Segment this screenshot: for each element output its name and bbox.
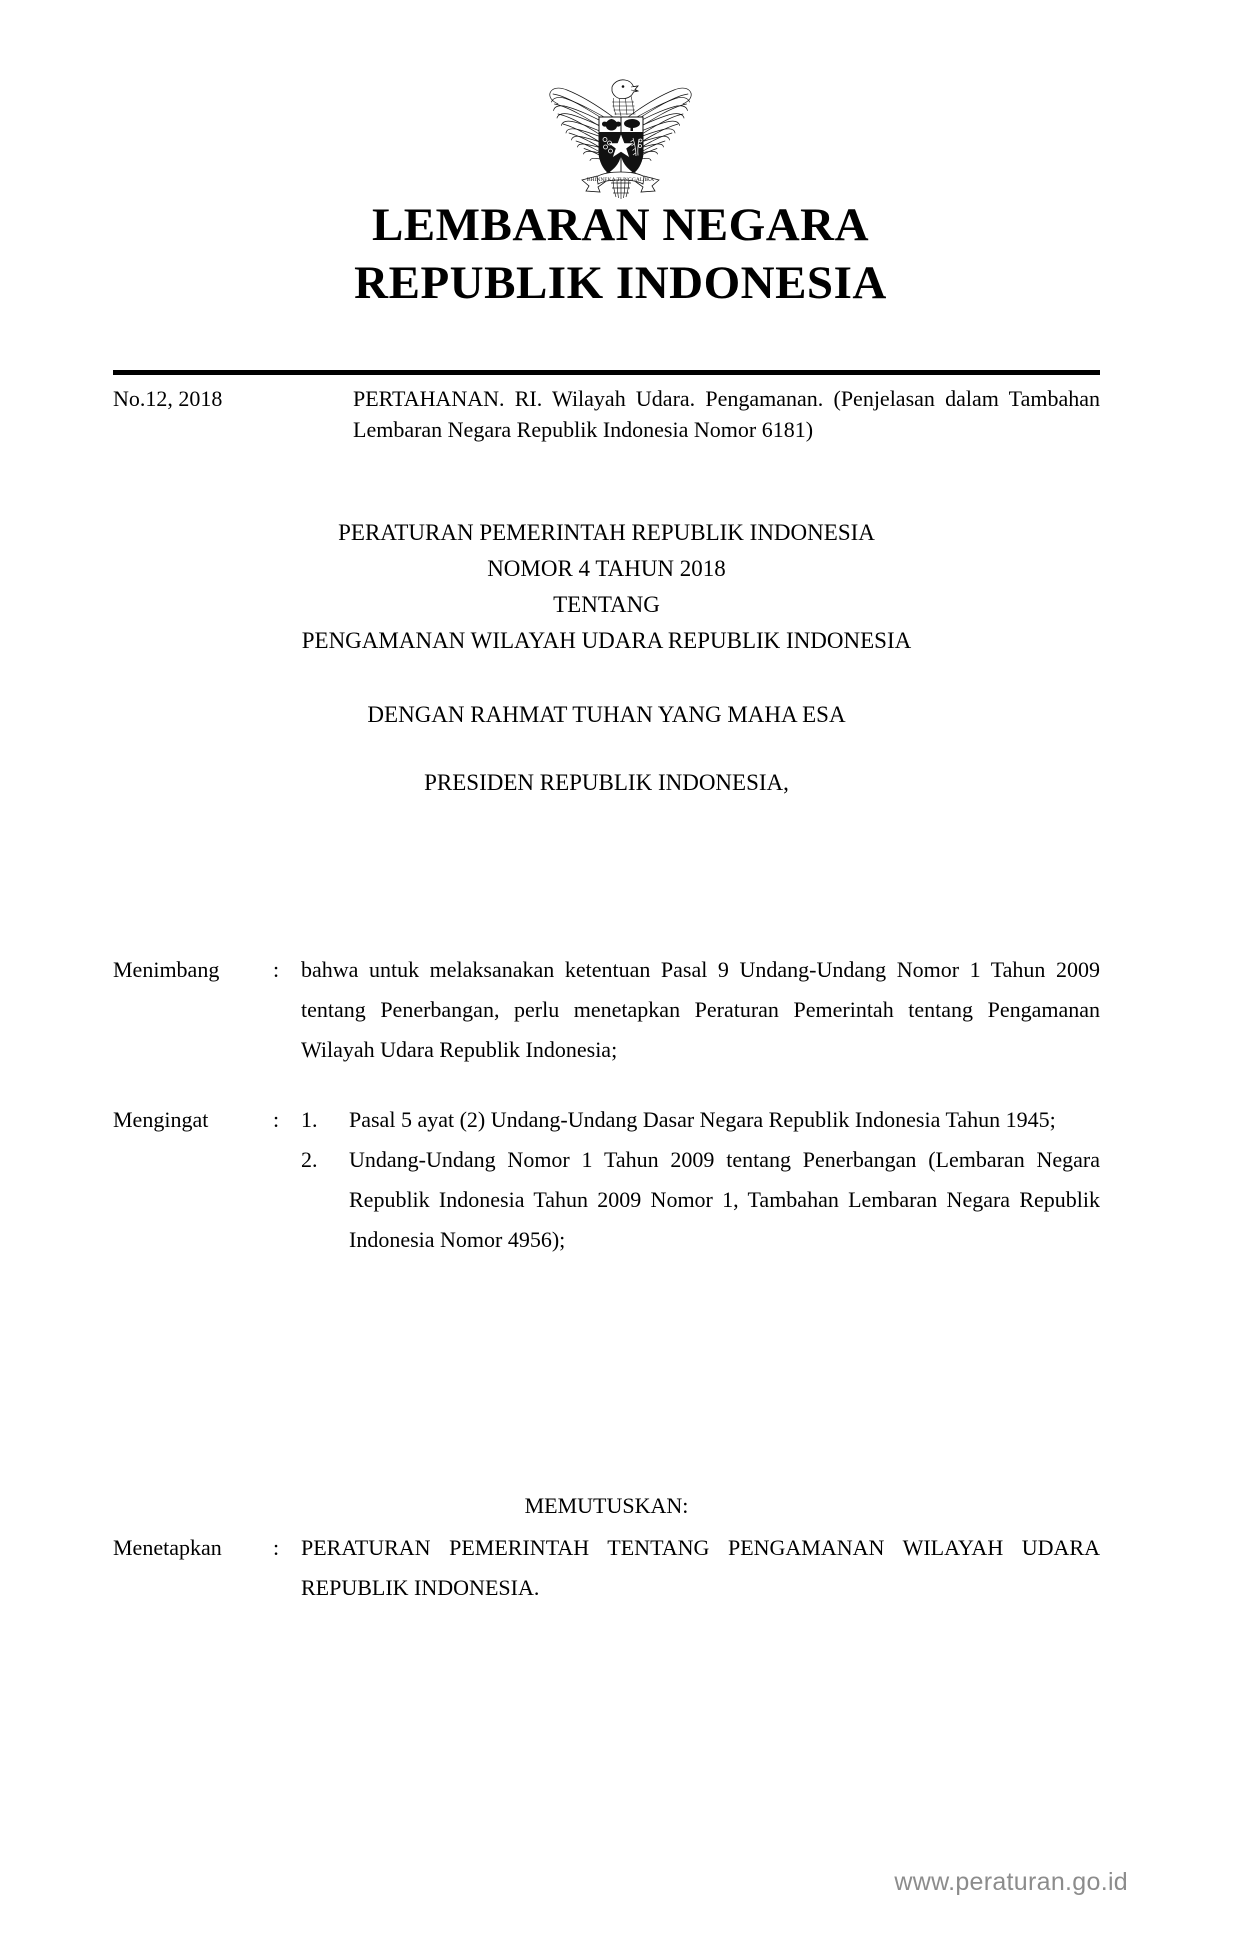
president-line: PRESIDEN REPUBLIK INDONESIA, — [424, 770, 789, 795]
menetapkan-colon: : — [273, 1535, 280, 1560]
clause-menetapkan — [113, 1528, 1100, 1608]
emblem-container — [0, 58, 1241, 203]
document-title-block — [113, 515, 1100, 801]
about-label: TENTANG — [553, 592, 660, 617]
regulation-number: NOMOR 4 TAHUN 2018 — [487, 556, 726, 581]
menetapkan-label: Menetapkan — [113, 1535, 222, 1560]
memutuskan-heading: MEMUTUSKAN: — [524, 1493, 689, 1518]
masthead-line-1: LEMBARAN NEGARA — [371, 199, 870, 251]
clause-menimbang — [113, 950, 1100, 1070]
regulation-subject: PENGAMANAN WILAYAH UDARA REPUBLIK INDONESIA — [301, 628, 912, 653]
masthead-line-2: REPUBLIK INDONESIA — [354, 257, 887, 309]
clause-mengingat — [113, 1100, 1100, 1260]
garuda-pancasila-emblem — [538, 58, 703, 203]
gazette-subject: PERTAHANAN. RI. Wilayah Udara. Pengamanan. (Penjelasan dalam Tambahan Lembaran Negara Republik Indonesia Nomor 6181) — [353, 386, 1100, 442]
title-spacer-2 — [113, 733, 1100, 765]
clauses-container — [113, 950, 1100, 1290]
menetapkan-text: PERATURAN PEMERINTAH TENTANG PENGAMANAN WILAYAH UDARA REPUBLIK INDONESIA. — [301, 1535, 1100, 1600]
menimbang-label: Menimbang — [113, 957, 220, 982]
mengingat-list — [301, 1100, 1100, 1260]
list-item-number: 1. — [301, 1107, 318, 1132]
masthead — [0, 196, 1241, 312]
mengingat-colon: : — [273, 1107, 280, 1132]
list-item-number: 2. — [301, 1147, 318, 1172]
site-watermark: www.peraturan.go.id — [894, 1868, 1128, 1896]
page-title: PERATURAN PEMERINTAH REPUBLIK INDONESIA — [338, 520, 875, 545]
header-divider — [113, 370, 1100, 375]
title-spacer-1 — [113, 659, 1100, 697]
header-meta-row — [113, 383, 1100, 445]
menimbang-text: bahwa untuk melaksanakan ketentuan Pasal 9 Undang-Undang Nomor 1 Tahun 2009 tentang Penerbangan, perlu menetapkan Peraturan Pemerintah tentang Pengamanan Wilayah Udara Republik Indonesia; — [301, 957, 1100, 1062]
list-item-text: Pasal 5 ayat (2) Undang-Undang Dasar Negara Republik Indonesia Tahun 1945; — [349, 1107, 1056, 1132]
blessing-line: DENGAN RAHMAT TUHAN YANG MAHA ESA — [367, 702, 846, 727]
list-item — [301, 1100, 1100, 1140]
menimbang-colon: : — [273, 957, 280, 982]
emblem-motto-text: BHINNEKA TUNGGAL IKA — [586, 177, 655, 183]
list-item — [301, 1140, 1100, 1260]
gazette-number: No.12, 2018 — [113, 386, 223, 411]
list-item-text: Undang-Undang Nomor 1 Tahun 2009 tentang Penerbangan (Lembaran Negara Republik Indonesia Tahun 2009 Nomor 1, Tambahan Lembaran Negara Republik Indonesia Nomor 4956); — [349, 1147, 1100, 1252]
mengingat-label: Mengingat — [113, 1107, 209, 1132]
